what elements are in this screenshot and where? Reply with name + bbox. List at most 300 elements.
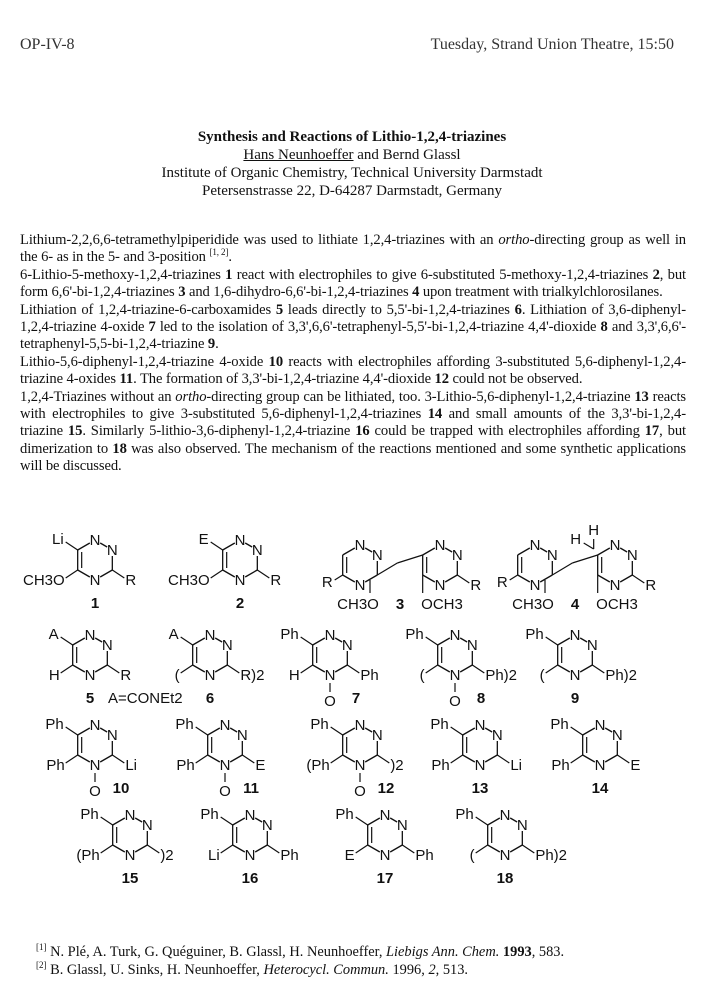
co-author: and Bernd Glassl — [353, 147, 461, 163]
nitrogen-atom: N — [586, 637, 598, 654]
nitrogen-atom: N — [84, 627, 96, 644]
nitrogen-atom: N — [609, 537, 621, 554]
ring-bond — [193, 665, 205, 672]
nitrogen-atom: N — [371, 547, 383, 564]
substituent-5: ( — [419, 667, 425, 684]
text-run: . — [228, 249, 232, 266]
substituent-bond — [451, 755, 463, 763]
nitrogen-atom: N — [379, 847, 391, 864]
biaryl-bond — [397, 555, 422, 563]
ring-bond — [540, 575, 552, 582]
ring-bond — [335, 665, 347, 672]
ring-bond — [343, 548, 355, 555]
presenting-author: Hans Neunhoeffer — [243, 147, 354, 163]
biaryl-bond — [572, 555, 597, 563]
substituent-5: CH3O — [512, 596, 554, 613]
substituent-3: R — [321, 574, 333, 591]
compound-number: 15 — [67, 423, 83, 440]
substituent-5: Ph — [46, 757, 65, 774]
substituent-bond — [301, 637, 313, 645]
substituent-bond — [522, 845, 534, 853]
compound-9 — [525, 626, 637, 707]
ring-bond — [100, 755, 112, 762]
compound-2 — [168, 531, 281, 612]
nitrogen-atom: N — [141, 817, 153, 834]
compound-11 — [175, 716, 265, 800]
nitrogen-atom: N — [221, 637, 233, 654]
session-time-location: Tuesday, Strand Union Theatre, 15:50 — [430, 36, 674, 53]
chemical-structures-scheme — [0, 505, 704, 915]
substituent-6: Ph — [200, 806, 219, 823]
ring-bond — [598, 575, 610, 582]
substituent-bond — [347, 665, 359, 673]
compound-number: 13 — [471, 780, 489, 797]
compound-7 — [280, 626, 378, 710]
ring-bond — [95, 665, 107, 672]
compound-number: 8 — [600, 319, 608, 336]
compound-14 — [550, 716, 640, 797]
compound-number: 16 — [241, 870, 259, 887]
ring-bond — [245, 570, 257, 577]
ring-bond — [113, 845, 125, 852]
substituent-3: Ph)2 — [535, 847, 568, 864]
substituent-3: R)2 — [240, 667, 265, 684]
oxygen-atom: O — [219, 783, 231, 800]
nitrogen-atom: N — [626, 547, 638, 564]
compound-number: 6 — [514, 301, 522, 318]
compound-number: 14 — [427, 406, 443, 423]
compound-15 — [76, 806, 173, 887]
substituent-6: Ph — [405, 626, 424, 643]
nitrogen-atom: N — [341, 637, 353, 654]
hydrogen-atom: H — [588, 522, 600, 539]
text-run: 2 — [428, 961, 436, 978]
nitrogen-atom: N — [434, 537, 446, 554]
nitrogen-atom: N — [324, 627, 336, 644]
nitrogen-atom: N — [474, 717, 486, 734]
substituent-bond — [196, 727, 208, 735]
substituent-5: OCH3 — [596, 596, 638, 613]
ring-bond — [343, 728, 355, 735]
substituent-5: Ph — [551, 757, 570, 774]
citation-marker: [1] — [36, 942, 47, 953]
substituent-3: R — [120, 667, 132, 684]
substituent-3: Ph)2 — [605, 667, 638, 684]
compound-annotation: A=CONEt2 — [108, 690, 183, 707]
compound-12 — [306, 716, 403, 800]
substituent-bond — [267, 845, 279, 853]
ring-bond — [423, 575, 435, 582]
substituent-bond — [592, 665, 604, 673]
text-run: . Lithiation of 3,6-diphenyl-1,2,4-triazine 4-oxide — [20, 301, 686, 336]
ring-bond — [368, 818, 380, 825]
text-run: could be trapped with electrophiles affording — [369, 423, 645, 440]
text-run: , 513. — [435, 961, 469, 978]
substituent-5: Li — [207, 847, 220, 864]
nitrogen-atom: N — [89, 717, 101, 734]
compound-number: 2 — [235, 595, 245, 612]
substituent-bond — [546, 665, 558, 673]
abstract-paragraph — [20, 302, 686, 354]
nitrogen-atom: N — [546, 547, 558, 564]
text-run: N. Plé, A. Turk, G. Quéguiner, B. Glassl, H. Neunhoeffer, — [46, 944, 387, 960]
substituent-bond — [472, 665, 484, 673]
compound-13 — [430, 716, 522, 797]
text-run: 1,2,4-Triazines without an — [20, 388, 176, 405]
abstract-paragraph — [20, 354, 686, 389]
text-run: and small amounts of the 3,3'-bi-1,2,4-triazine — [20, 406, 686, 440]
biaryl-bond — [552, 563, 572, 575]
compound-number: 5 — [85, 690, 95, 707]
nitrogen-atom: N — [236, 727, 248, 744]
nitrogen-atom: N — [89, 572, 101, 589]
substituent-5: CH3O — [22, 572, 65, 589]
ring-bond — [223, 570, 235, 577]
substituent-bond — [61, 637, 73, 645]
substituent-bond — [257, 570, 269, 578]
abstract-paragraph — [20, 232, 686, 267]
substituent-bond — [181, 637, 193, 645]
nitrogen-atom: N — [499, 807, 511, 824]
substituent-5: H — [288, 667, 300, 684]
oxygen-atom: O — [449, 693, 461, 710]
substituent-6: Ph — [455, 806, 474, 823]
compound-10 — [45, 716, 137, 800]
compound-1 — [23, 531, 136, 612]
nitrogen-atom: N — [491, 727, 503, 744]
text-run: reacts with electrophiles affording 3-substituted 5,6-diphenyl-1,2,4-triazine 4-oxides — [20, 353, 686, 388]
substituent-bond — [457, 575, 469, 583]
text-run: . — [215, 336, 219, 353]
ring-bond — [518, 548, 530, 555]
substituent-bond — [66, 570, 78, 578]
substituent-bond — [211, 570, 223, 578]
substituent-bond — [112, 755, 124, 763]
nitrogen-atom: N — [474, 757, 486, 774]
nitrogen-atom: N — [451, 547, 463, 564]
substituent-3: Ph — [360, 667, 379, 684]
nitrogen-atom: N — [529, 577, 541, 594]
compound-number: 3 — [178, 284, 186, 301]
compound-number: 3 — [395, 596, 405, 613]
compound-number: 4 — [412, 284, 420, 301]
ring-bond — [365, 755, 377, 762]
substituent-bond — [66, 755, 78, 763]
substituent-3: )2 — [390, 757, 404, 774]
compound-number: 13 — [634, 388, 649, 405]
address: Petersenstrasse 22, D-64287 Darmstadt, Germany — [202, 183, 502, 199]
substituent-bond — [211, 542, 223, 550]
compound-number: 5 — [275, 301, 284, 318]
nitrogen-atom: N — [611, 727, 623, 744]
substituent-bond — [66, 542, 78, 550]
substituent-bond — [632, 575, 644, 583]
ring-bond — [438, 638, 450, 645]
ring-bond — [390, 845, 402, 852]
compound-number: 12 — [377, 780, 395, 797]
nitrogen-atom: N — [354, 537, 366, 554]
nitrogen-atom: N — [219, 757, 231, 774]
substituent-bond — [377, 755, 389, 763]
substituent-3: R — [125, 572, 137, 589]
nitrogen-atom: N — [434, 577, 446, 594]
substituent-3: Ph — [280, 847, 299, 864]
compound-number: 15 — [121, 870, 139, 887]
nitrogen-atom: N — [354, 577, 366, 594]
nitrogen-atom: N — [609, 577, 621, 594]
substituent-bond — [301, 665, 313, 673]
nitrogen-atom: N — [244, 847, 256, 864]
text-run: Lithium-2,2,6,6-tetramethylpiperidide was used to lithiate 1,2,4-triazines with an — [20, 232, 499, 248]
compound-number: 1 — [225, 266, 233, 283]
text-run: react with electrophiles to give 6-substituted 5-methoxy-1,2,4-triazines — [232, 266, 653, 283]
compound-3 — [322, 537, 481, 613]
ring-bond — [78, 755, 90, 762]
substituent-3: R — [270, 572, 282, 589]
oxygen-atom: O — [324, 693, 336, 710]
text-run: and 3,3',6,6'-tetraphenyl-5,5-bi-1,2,4-triazine — [20, 319, 686, 353]
compound-number: 14 — [591, 780, 609, 797]
compound-number: 11 — [119, 371, 134, 388]
reference-entry — [36, 959, 564, 980]
nitrogen-atom: N — [569, 667, 581, 684]
compound-number: 17 — [376, 870, 394, 887]
ring-bond — [365, 575, 377, 582]
text-run: Liebigs Ann. Chem. — [386, 944, 500, 960]
compound-number: 2 — [652, 266, 660, 283]
ring-bond — [135, 845, 147, 852]
nitrogen-atom: N — [204, 667, 216, 684]
text-run: . Similarly 5-lithio-3,6-diphenyl-1,2,4-triazine — [82, 423, 356, 440]
text-run: . The formation of 3,3'-bi-1,2,4-triazine 4,4'-dioxide — [133, 371, 435, 388]
ring-bond — [423, 548, 435, 555]
substituent-6: Ph — [310, 716, 329, 733]
nitrogen-atom: N — [106, 542, 118, 559]
compound-18 — [455, 806, 567, 887]
nitrogen-atom: N — [124, 847, 136, 864]
nitrogen-atom: N — [449, 667, 461, 684]
nitrogen-atom: N — [261, 817, 273, 834]
ring-bond — [583, 755, 595, 762]
substituent-3: Li — [510, 757, 523, 774]
text-run: -directing group as well in the 6- as in the 5- and 3-position — [20, 232, 686, 266]
substituent-bond — [66, 727, 78, 735]
compound-number: 11 — [243, 780, 259, 797]
substituent-bond — [546, 637, 558, 645]
substituent-bond — [476, 817, 488, 825]
ring-bond — [78, 570, 90, 577]
substituent-5: OCH3 — [421, 596, 463, 613]
text-run: leads directly to 5,5'-bi-1,2,4-triazines — [283, 301, 515, 318]
ring-bond — [343, 755, 355, 762]
ring-bond — [313, 638, 325, 645]
ring-bond — [223, 543, 235, 550]
hydrogen-atom: H — [570, 531, 582, 548]
substituent-bond — [356, 845, 368, 853]
substituent-bond — [107, 665, 119, 673]
substituent-5: ( — [174, 667, 180, 684]
substituent-bond — [101, 845, 113, 853]
substituent-3: E — [630, 757, 641, 774]
compound-number: 17 — [644, 423, 660, 440]
compound-number: 10 — [112, 780, 130, 797]
substituent-bond — [147, 845, 159, 853]
references — [36, 944, 564, 979]
text-run: could not be observed. — [448, 371, 583, 388]
ring-bond — [463, 755, 475, 762]
nitrogen-atom: N — [234, 572, 246, 589]
ring-bond — [78, 728, 90, 735]
nitrogen-atom: N — [569, 627, 581, 644]
substituent-bond — [451, 727, 463, 735]
substituent-5: E — [344, 847, 355, 864]
compound-number: 18 — [112, 440, 127, 457]
ring-bond — [438, 665, 450, 672]
nitrogen-atom: N — [84, 667, 96, 684]
text-run: Heterocycl. Commun. — [263, 961, 389, 978]
nitrogen-atom: N — [89, 532, 101, 549]
ring-bond — [488, 818, 500, 825]
substituent-bond — [335, 575, 343, 580]
authors — [0, 146, 704, 164]
title-block — [0, 128, 704, 200]
compound-number: 4 — [570, 596, 580, 613]
nitrogen-atom: N — [354, 757, 366, 774]
substituent-bond — [101, 817, 113, 825]
ring-bond — [343, 575, 355, 582]
ring-bond — [583, 728, 595, 735]
nitrogen-atom: N — [594, 757, 606, 774]
substituent-3: E — [255, 757, 266, 774]
ring-bond — [605, 755, 617, 762]
substituent-bond — [497, 755, 509, 763]
ring-bond — [558, 665, 570, 672]
ring-bond — [233, 845, 245, 852]
substituent-6: E — [198, 531, 209, 548]
institute: Institute of Organic Chemistry, Technical University Darmstadt — [161, 165, 543, 181]
substituent-bond — [356, 817, 368, 825]
substituent-bond — [181, 665, 193, 673]
text-run: ortho — [175, 388, 207, 405]
compound-5 — [49, 626, 183, 707]
substituent-6: Ph — [80, 806, 99, 823]
session-code: OP-IV-8 — [20, 36, 75, 53]
text-run: reacts with electrophiles to give 3-substituted 5,6-diphenyl-1,2,4-triazines — [20, 388, 686, 423]
compound-number: 9 — [570, 690, 580, 707]
substituent-bond — [221, 817, 233, 825]
text-run: , 583. — [531, 944, 565, 960]
substituent-5: H — [48, 667, 60, 684]
substituent-bond — [476, 845, 488, 853]
nitrogen-atom: N — [234, 532, 246, 549]
citation-marker: [1, 2] — [209, 247, 229, 258]
compound-number: 9 — [207, 336, 216, 353]
substituent-bond — [426, 637, 438, 645]
nitrogen-atom: N — [354, 717, 366, 734]
substituent-6: Ph — [45, 716, 64, 733]
text-run: ortho — [498, 232, 530, 248]
abstract-paragraph — [20, 389, 686, 476]
hydrogen-bond — [584, 543, 594, 549]
substituent-bond — [331, 755, 343, 763]
compound-8 — [405, 626, 517, 710]
nitrogen-atom: N — [516, 817, 528, 834]
compound-16 — [200, 806, 298, 887]
nitrogen-atom: N — [101, 637, 113, 654]
oxygen-atom: O — [354, 783, 366, 800]
substituent-6: Ph — [550, 716, 569, 733]
substituent-bond — [426, 665, 438, 673]
substituent-6: Ph — [430, 716, 449, 733]
paper-title: Synthesis and Reactions of Lithio-1,2,4-triazines — [197, 129, 507, 145]
compound-number: 18 — [496, 870, 514, 887]
compound-number: 1993 — [502, 944, 532, 960]
nitrogen-atom: N — [594, 717, 606, 734]
abstract-body — [20, 232, 686, 476]
substituent-bond — [242, 755, 254, 763]
nitrogen-atom: N — [371, 727, 383, 744]
ring-bond — [463, 728, 475, 735]
ring-bond — [598, 548, 610, 555]
text-run: Lithio-5,6-diphenyl-1,2,4-triazine 4-oxide — [20, 353, 269, 370]
substituent-bond — [510, 575, 518, 580]
reference-entry — [36, 944, 564, 962]
compound-6 — [169, 626, 265, 707]
substituent-5: (Ph — [76, 847, 100, 864]
compound-number: 6 — [205, 690, 215, 707]
text-run: 1996, — [388, 961, 429, 978]
substituent-5: Ph — [176, 757, 195, 774]
ring-bond — [368, 845, 380, 852]
substituent-5: CH3O — [167, 572, 210, 589]
compound-number: 1 — [90, 595, 100, 612]
ring-bond — [558, 638, 570, 645]
substituent-bond — [112, 570, 124, 578]
compound-4 — [497, 522, 656, 613]
nitrogen-atom: N — [396, 817, 408, 834]
compound-17 — [335, 806, 433, 887]
ring-bond — [100, 570, 112, 577]
ring-bond — [233, 818, 245, 825]
ring-bond — [510, 845, 522, 852]
substituent-3: Ph)2 — [485, 667, 518, 684]
text-run: was also observed. The mechanism of the reactions mentioned and some synthetic applications will be discussed. — [20, 440, 686, 475]
substituent-5: Ph — [431, 757, 450, 774]
ring-bond — [208, 755, 220, 762]
ring-bond — [208, 728, 220, 735]
compound-number: 7 — [148, 319, 156, 336]
text-run: -directing group can be lithiated, too. 3-Lithio-5,6-diphenyl-1,2,4-triazine — [206, 388, 635, 405]
substituent-3: Ph — [415, 847, 434, 864]
ring-bond — [460, 665, 472, 672]
biaryl-bond — [377, 563, 397, 575]
substituent-bond — [571, 727, 583, 735]
substituent-bond — [331, 727, 343, 735]
ring-bond — [113, 818, 125, 825]
text-run: upon treatment with trialkylchlorosilanes. — [419, 284, 663, 301]
text-run: B. Glassl, U. Sinks, H. Neunhoeffer, — [46, 961, 264, 978]
text-run: and 1,6-dihydro-6,6'-bi-1,2,4-triazines — [185, 284, 413, 301]
substituent-bond — [402, 845, 414, 853]
substituent-5: ( — [469, 847, 475, 864]
ring-bond — [445, 575, 457, 582]
substituent-3: Li — [125, 757, 138, 774]
nitrogen-atom: N — [449, 627, 461, 644]
nitrogen-atom: N — [379, 807, 391, 824]
nitrogen-atom: N — [529, 537, 541, 554]
nitrogen-atom: N — [89, 757, 101, 774]
ring-bond — [620, 575, 632, 582]
